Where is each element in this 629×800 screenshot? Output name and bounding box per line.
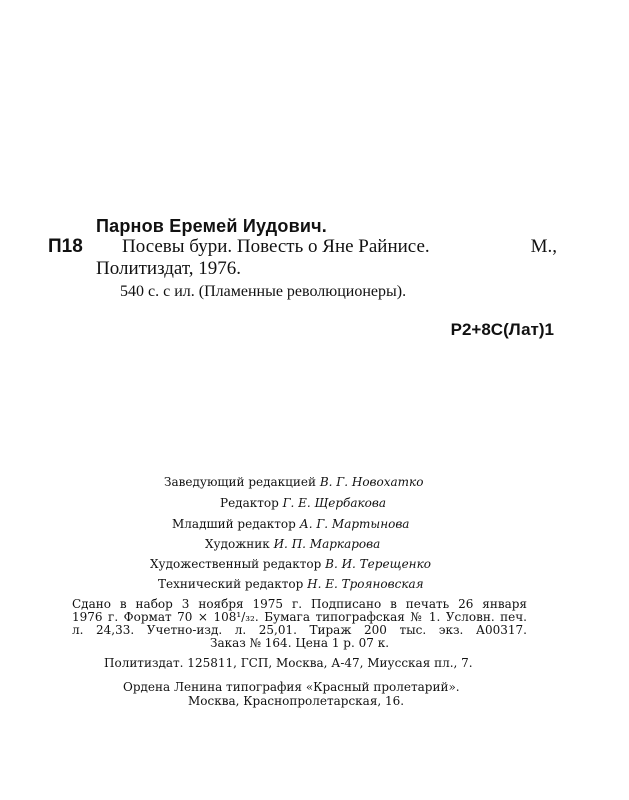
credit-person: Г. Е. Щербакова bbox=[282, 496, 387, 510]
credit-line bbox=[205, 537, 380, 551]
credit-person: Н. Е. Трояновская bbox=[307, 577, 424, 591]
imprint-line: Заказ № 164. Цена 1 р. 07 к. bbox=[209, 636, 390, 650]
book-title-line: Посевы бури. Повесть о Яне Райнисе. bbox=[122, 236, 430, 257]
credit-person: В. И. Терещенко bbox=[325, 557, 431, 571]
credit-role: Младший редактор bbox=[172, 517, 296, 531]
imprint-line: Сдано в набор 3 ноября 1975 г. Подписано в печать 26 января bbox=[72, 597, 527, 611]
credit-role: Заведующий редакцией bbox=[164, 475, 316, 489]
pages-series: 540 с. с ил. (Пламенные революционеры). bbox=[120, 283, 407, 300]
credit-line bbox=[172, 517, 409, 531]
credit-line bbox=[150, 557, 431, 571]
classification-code: Р2+8С(Лат)1 bbox=[450, 320, 554, 339]
credit-person: А. Г. Мартынова bbox=[299, 517, 410, 531]
credit-line bbox=[164, 475, 423, 489]
credit-line bbox=[220, 496, 386, 510]
credit-role: Технический редактор bbox=[158, 577, 304, 591]
imprint-line: л. 24,33. Учетно-изд. л. 25,01. Тираж 200 тыс. экз. А00317. bbox=[72, 623, 527, 637]
credit-person: В. Г. Новохатко bbox=[319, 475, 424, 489]
credit-line bbox=[158, 577, 424, 591]
credit-role: Художественный редактор bbox=[150, 557, 322, 571]
publisher-year: Политиздат, 1976. bbox=[96, 258, 241, 279]
credit-role: Редактор bbox=[220, 496, 279, 510]
library-index: П18 bbox=[48, 236, 83, 257]
publisher-address: Политиздат. 125811, ГСП, Москва, А-47, Миусская пл., 7. bbox=[104, 656, 473, 670]
author-name: Парнов Еремей Иудович. bbox=[96, 216, 327, 236]
imprint-line: 1976 г. Формат 70 × 108¹/₃₂. Бумага типографская № 1. Условн. печ. bbox=[72, 610, 527, 624]
printer-address: Москва, Краснопролетарская, 16. bbox=[188, 694, 405, 708]
imprint-block bbox=[72, 598, 527, 650]
printer-name: Ордена Ленина типография «Красный пролетарий». bbox=[123, 680, 460, 694]
credit-role: Художник bbox=[205, 537, 270, 551]
credit-person: И. П. Маркарова bbox=[273, 537, 381, 551]
publication-city: М., bbox=[530, 236, 557, 257]
